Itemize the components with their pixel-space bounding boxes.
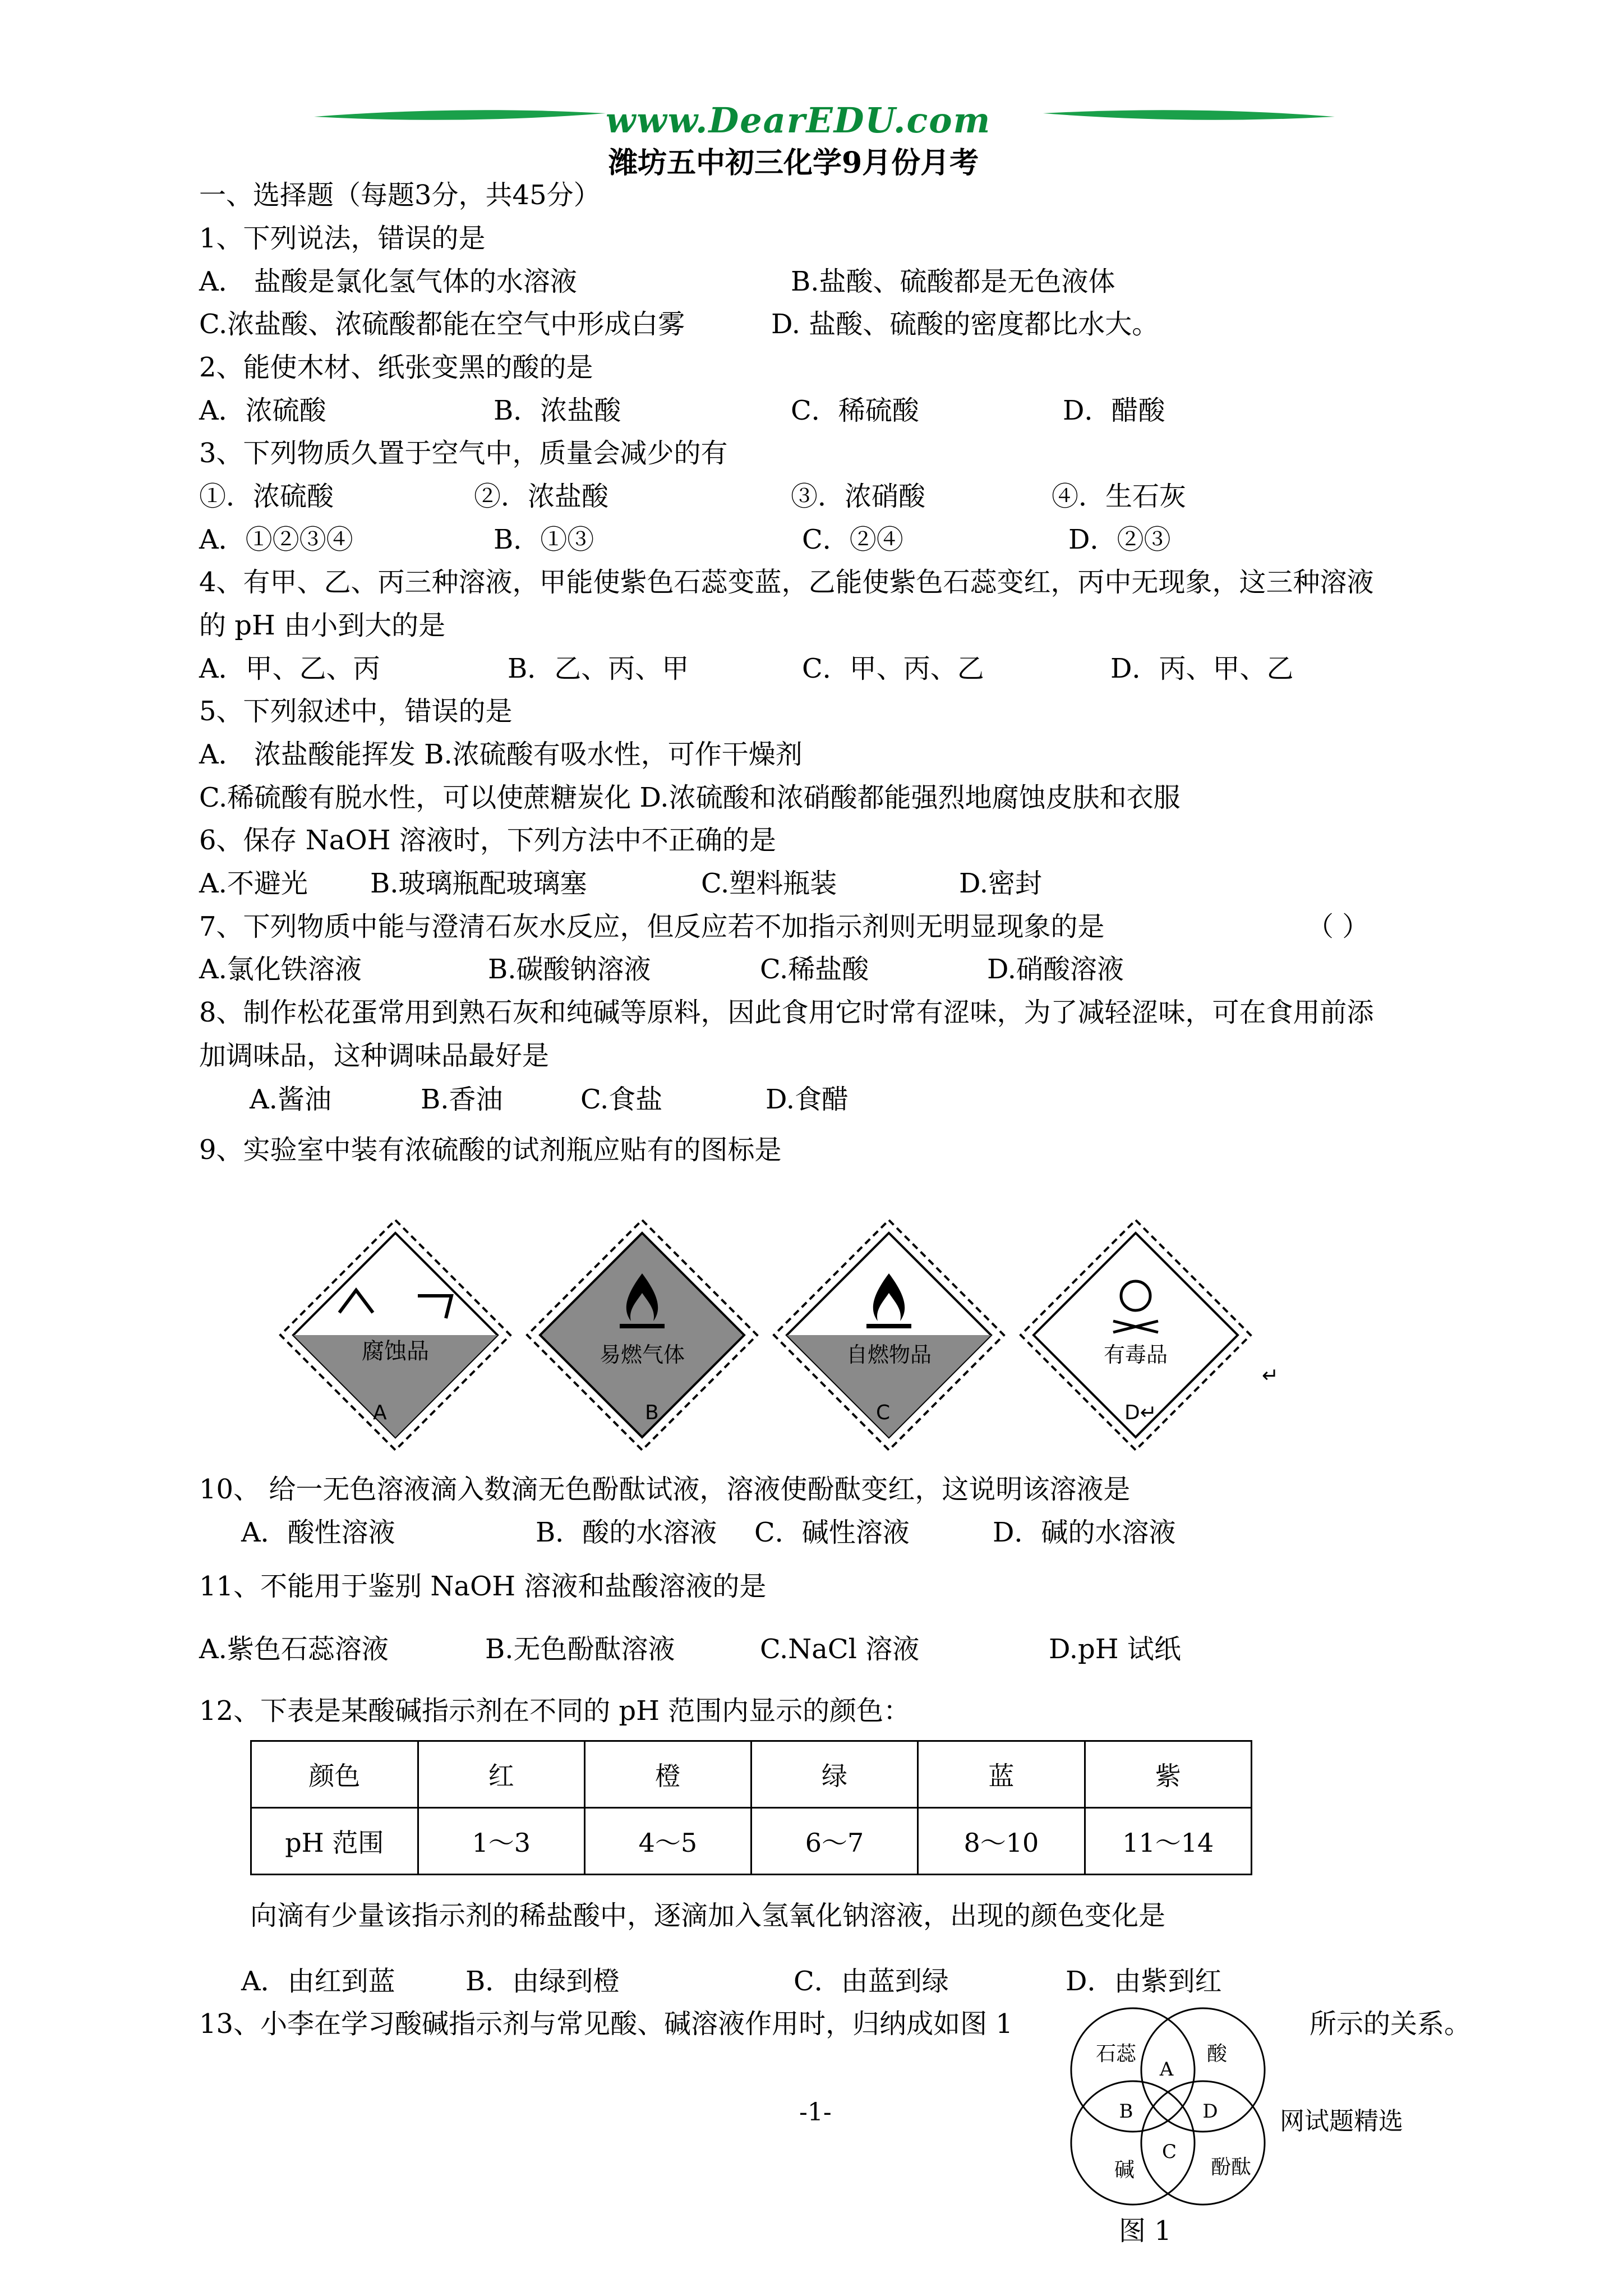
indicator-color-table xyxy=(250,1740,1252,1875)
question-6-option-a: A.不避光 xyxy=(199,868,308,899)
venn-label-litmus: 石蕊 xyxy=(1095,2042,1137,2065)
venn-label-base: 碱 xyxy=(1114,2159,1135,2182)
question-10-stem: 10、 给一无色溶液滴入数滴无色酚酞试液，溶液使酚酞变红，这说明该溶液是 xyxy=(199,1474,1131,1505)
question-1-option-a: A． 盐酸是氯化氢气体的水溶液 xyxy=(199,266,577,297)
question-7-answer-blank: （ ） xyxy=(1307,911,1370,942)
return-mark: ↵ xyxy=(1262,1364,1279,1387)
venn-label-acid: 酸 xyxy=(1206,2042,1228,2065)
venn-region-c: C xyxy=(1161,2141,1177,2163)
question-7-stem: 7、下列物质中能与澄清石灰水反应，但反应若不加指示剂则无明显现象的是 xyxy=(199,911,1105,942)
question-11-stem: 11、不能用于鉴别 NaOH 溶液和盐酸溶液的是 xyxy=(199,1571,767,1602)
corrosive-sign xyxy=(278,1217,513,1453)
table-cell: 橙 xyxy=(584,1741,751,1808)
question-8-option-c: C.食盐 xyxy=(580,1084,663,1115)
question-13-stem-end: 所示的关系。 xyxy=(1310,2008,1472,2040)
sign-letter-a: A xyxy=(373,1401,387,1424)
question-4-stem-line-1: 4、有甲、乙、丙三种溶液，甲能使紫色石蕊变蓝，乙能使紫色石蕊变红，丙中无现象，这三种溶液 xyxy=(199,567,1374,598)
question-12-option-d: D．由紫到红 xyxy=(1066,1966,1222,1997)
question-5-stem: 5、下列叙述中，错误的是 xyxy=(199,696,513,727)
question-12-option-b: B．由绿到橙 xyxy=(465,1966,620,1997)
table-cell: 8～10 xyxy=(918,1808,1085,1875)
question-8-option-b: B.香油 xyxy=(421,1084,503,1115)
question-3-item-3: ③．浓硝酸 xyxy=(791,481,926,512)
question-2-option-b: B．浓盐酸 xyxy=(494,395,621,426)
question-8-stem-line-2: 加调味品，这种调味品最好是 xyxy=(199,1040,550,1071)
header-left-swoosh xyxy=(314,105,606,125)
question-3-option-a: A．①②③④ xyxy=(199,524,353,555)
question-5-options-cd: C.稀硫酸有脱水性，可以使蔗糖炭化 D.浓硫酸和浓硝酸都能强烈地腐蚀皮肤和衣服 xyxy=(199,782,1181,813)
question-12-option-a: A．由红到蓝 xyxy=(241,1966,395,1997)
question-1-option-d: D. 盐酸、硫酸的密度都比水大。 xyxy=(771,309,1159,340)
question-4-option-b: B．乙、丙、甲 xyxy=(508,653,689,684)
site-logo: www.DearEDU.com xyxy=(606,100,992,141)
header-right-swoosh xyxy=(1043,105,1335,125)
venn-label-phenolphthalein: 酚酞 xyxy=(1210,2156,1252,2179)
question-5-options-ab: A． 浓盐酸能挥发 B.浓硫酸有吸水性，可作干燥剂 xyxy=(199,739,803,770)
table-cell: 1～3 xyxy=(418,1808,584,1875)
question-7-option-c: C.稀盐酸 xyxy=(760,954,869,985)
question-1-option-c: C.浓盐酸、浓硫酸都能在空气中形成白雾 xyxy=(199,309,685,340)
question-7-option-a: A.氯化铁溶液 xyxy=(199,954,362,985)
question-3-item-2: ②．浓盐酸 xyxy=(474,481,609,512)
question-9-stem: 9、实验室中装有浓硫酸的试剂瓶应贴有的图标是 xyxy=(199,1134,782,1166)
table-cell: 红 xyxy=(418,1741,584,1808)
venn-region-d: D xyxy=(1202,2100,1218,2123)
venn-region-b: B xyxy=(1119,2100,1133,2123)
question-12-follow-up: 向滴有少量该指示剂的稀盐酸中，逐滴加入氢氧化钠溶液，出现的颜色变化是 xyxy=(250,1900,1166,1931)
question-3-item-4: ④．生石灰 xyxy=(1052,481,1187,512)
question-10-option-c: C．碱性溶液 xyxy=(754,1517,910,1548)
question-2-option-a: A．浓硫酸 xyxy=(199,395,326,426)
question-1-option-b: B.盐酸、硫酸都是无色液体 xyxy=(791,266,1115,297)
question-3-option-b: B．①③ xyxy=(494,524,594,555)
question-10-option-a: A．酸性溶液 xyxy=(241,1517,395,1548)
question-11-option-c: C.NaCl 溶液 xyxy=(760,1634,920,1665)
question-2-option-d: D．醋酸 xyxy=(1063,395,1165,426)
table-cell: 蓝 xyxy=(918,1741,1085,1808)
question-7-option-d: D.硝酸溶液 xyxy=(987,954,1124,985)
question-10-option-d: D．碱的水溶液 xyxy=(993,1517,1176,1548)
sign-d-label: 有毒品 xyxy=(1103,1342,1168,1367)
question-6-stem: 6、保存 NaOH 溶液时，下列方法中不正确的是 xyxy=(199,825,776,856)
table-cell: 4～5 xyxy=(584,1808,751,1875)
table-row xyxy=(251,1741,1252,1808)
question-3-option-d: D．②③ xyxy=(1068,524,1171,555)
question-12-option-c: C．由蓝到绿 xyxy=(794,1966,949,1997)
question-4-option-c: C．甲、丙、乙 xyxy=(802,653,984,684)
question-4-option-a: A．甲、乙、丙 xyxy=(199,653,380,684)
table-row xyxy=(251,1808,1252,1875)
question-8-stem-line-1: 8、制作松花蛋常用到熟石灰和纯碱等原料，因此食用它时常有涩味，为了减轻涩味，可在食用前添 xyxy=(199,997,1374,1028)
table-cell: 颜色 xyxy=(251,1741,418,1808)
flammable-gas-sign xyxy=(524,1217,760,1453)
question-8-option-a: A.酱油 xyxy=(250,1084,331,1115)
question-11-option-a: A.紫色石蕊溶液 xyxy=(199,1634,389,1665)
question-11-option-d: D.pH 试纸 xyxy=(1049,1634,1181,1665)
question-4-option-d: D．丙、甲、乙 xyxy=(1110,653,1294,684)
question-3-option-c: C．②④ xyxy=(802,524,903,555)
question-2-stem: 2、能使木材、纸张变黑的酸的是 xyxy=(199,352,593,383)
question-6-option-c: C.塑料瓶装 xyxy=(701,868,837,899)
question-8-option-d: D.食醋 xyxy=(766,1084,849,1115)
figure-label: 图 1 xyxy=(1119,2215,1172,2247)
table-cell: 6～7 xyxy=(751,1808,917,1875)
question-7-option-b: B.碳酸钠溶液 xyxy=(488,954,651,985)
question-4-stem-line-2: 的 pH 由小到大的是 xyxy=(199,610,446,641)
table-cell: 11～14 xyxy=(1085,1808,1251,1875)
venn-side-text: 网试题精选 xyxy=(1280,2107,1403,2136)
question-12-stem: 12、下表是某酸碱指示剂在不同的 pH 范围内显示的颜色： xyxy=(199,1695,911,1727)
table-cell: 绿 xyxy=(751,1741,917,1808)
sign-letter-b: B xyxy=(645,1401,659,1424)
venn-diagram xyxy=(1054,2005,1290,2207)
question-3-stem: 3、下列物质久置于空气中，质量会减少的有 xyxy=(199,438,728,469)
sign-c-label: 自燃物品 xyxy=(846,1342,932,1367)
question-2-option-c: C．稀硫酸 xyxy=(791,395,919,426)
sign-letter-d: D↵ xyxy=(1124,1401,1157,1424)
question-6-option-b: B.玻璃瓶配玻璃塞 xyxy=(370,868,587,899)
sign-a-label: 腐蚀品 xyxy=(362,1338,429,1364)
page-title: 潍坊五中初三化学9月份月考 xyxy=(608,146,979,180)
question-10-option-b: B．酸的水溶液 xyxy=(536,1517,717,1548)
question-3-item-1: ①．浓硫酸 xyxy=(199,481,334,512)
table-cell: 紫 xyxy=(1085,1741,1251,1808)
question-13-stem: 13、小李在学习酸碱指示剂与常见酸、碱溶液作用时，归纳成如图 1 xyxy=(199,2008,1013,2040)
sign-letter-c: C xyxy=(876,1401,891,1424)
venn-region-a: A xyxy=(1159,2058,1174,2081)
page-number: -1- xyxy=(799,2098,832,2127)
table-cell: pH 范围 xyxy=(251,1808,418,1875)
question-1-stem: 1、下列说法，错误的是 xyxy=(199,223,486,254)
question-6-option-d: D.密封 xyxy=(959,868,1043,899)
question-11-option-b: B.无色酚酞溶液 xyxy=(485,1634,675,1665)
section-heading: 一、选择题（每题3分，共45分） xyxy=(199,180,601,211)
sign-b-label: 易燃气体 xyxy=(599,1342,685,1367)
